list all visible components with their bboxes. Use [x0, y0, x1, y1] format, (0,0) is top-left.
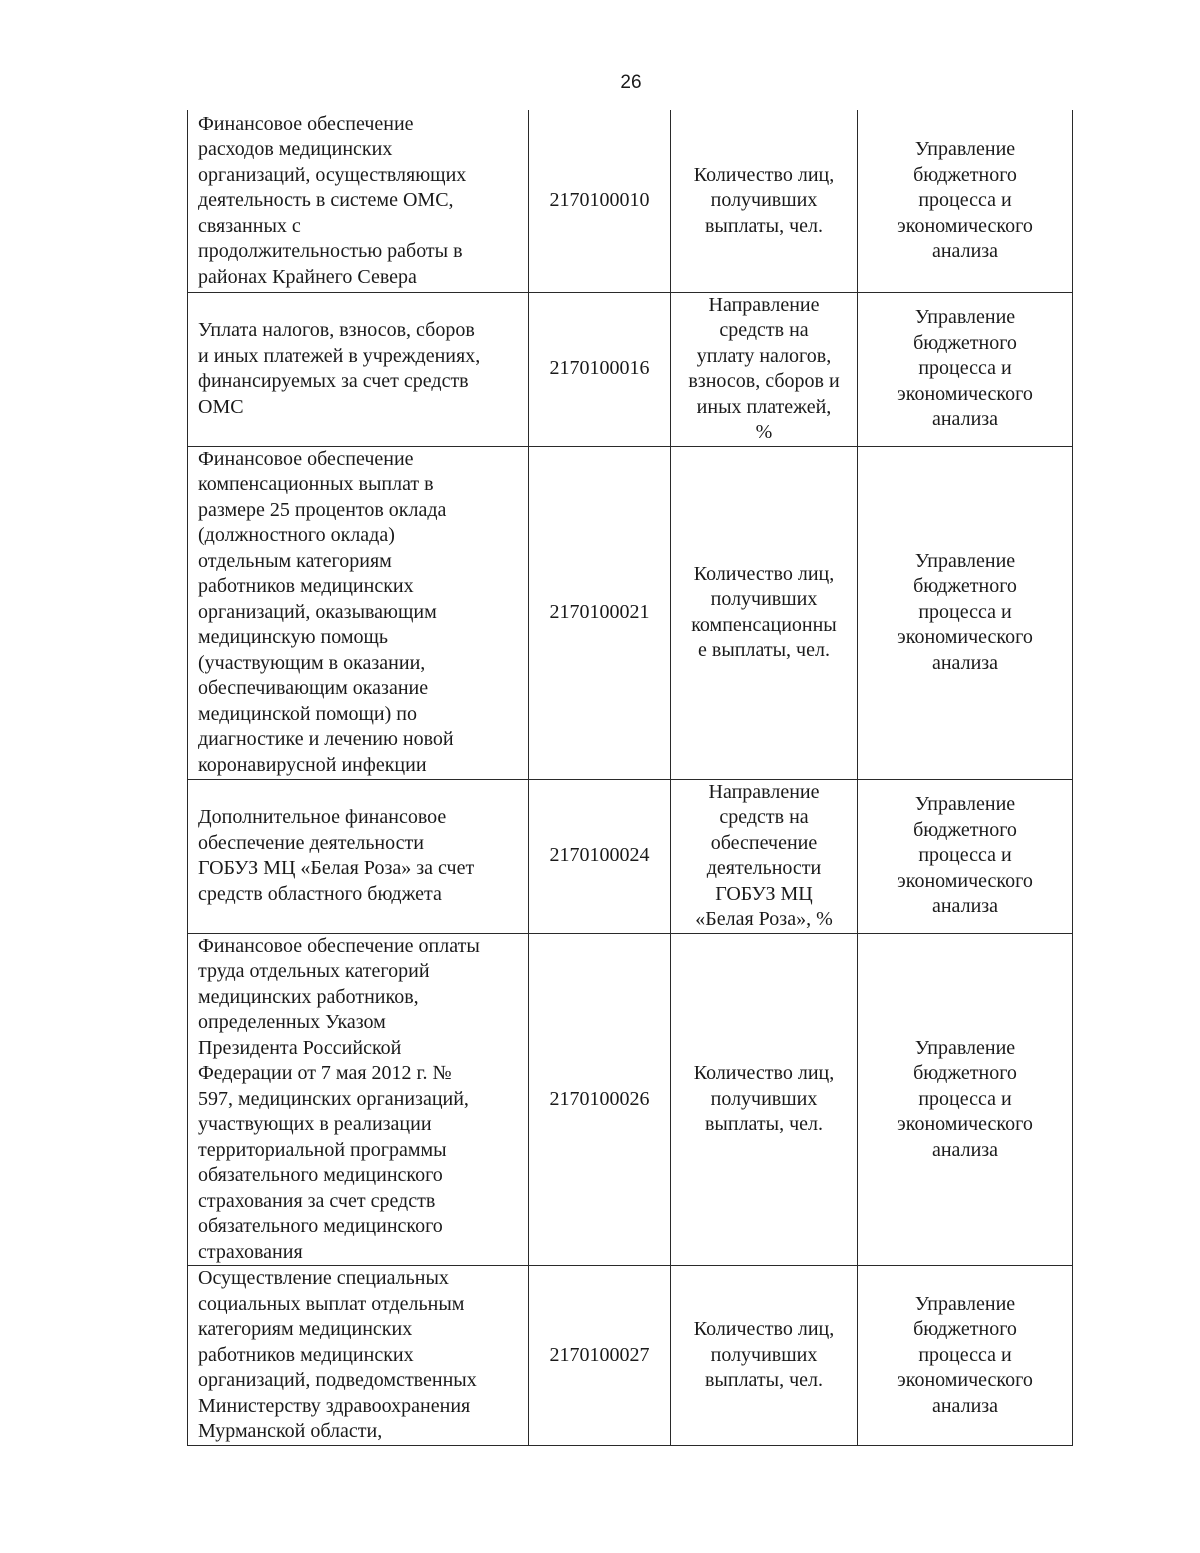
- row-department-cell: [858, 1266, 1073, 1446]
- table-row: [188, 933, 1073, 1266]
- row-code-cell: 2170100026: [529, 933, 671, 1266]
- row-indicator-text: Количество лиц, получивших компенсационны е выплаты, чел.: [691, 562, 837, 661]
- row-name-cell: [188, 110, 529, 292]
- table-row: [188, 1266, 1073, 1446]
- row-indicator-text: Направление средств на обеспечение деятельности ГОБУЗ МЦ «Белая Роза», %: [695, 780, 833, 930]
- row-name-cell: [188, 933, 529, 1266]
- page-number: 26: [620, 72, 642, 93]
- row-indicator-text: Количество лиц, получивших выплаты, чел.: [693, 1062, 835, 1135]
- row-department-cell: [858, 933, 1073, 1266]
- row-name-cell: [188, 779, 529, 933]
- row-name-text: Уплата налогов, взносов, сборов и иных платежей в учреждениях, финансируемых за счет средств ОМС: [198, 319, 481, 418]
- row-name-text: Дополнительное финансовое обеспечение деятельности ГОБУЗ МЦ «Белая Роза» за счет средств областного бюджета: [198, 806, 475, 905]
- row-name-text: Финансовое обеспечение оплаты труда отдельных категорий медицинских работников, определенных Указом Президента Российской Федерации от 7 мая 2012 г. № 597, медицинских организаций, участвующих в реализации территориальной программы обязательного медицинского страхования за счет средств обязательного медицинского страхования: [198, 934, 480, 1263]
- table-row: [188, 110, 1073, 292]
- row-department-text: Управление бюджетного процесса и экономического анализа: [897, 793, 1033, 918]
- table-row: [188, 779, 1073, 933]
- row-department-text: Управление бюджетного процесса и экономического анализа: [897, 1036, 1033, 1161]
- row-indicator-text: Направление средств на уплату налогов, взносов, сборов и иных платежей, %: [688, 293, 840, 443]
- row-indicator-text: Количество лиц, получивших выплаты, чел.: [693, 1318, 835, 1392]
- row-code-cell: 2170100021: [529, 446, 671, 779]
- row-indicator-text: Количество лиц, получивших выплаты, чел.: [693, 163, 835, 237]
- row-department-text: Управление бюджетного процесса и экономического анализа: [897, 549, 1033, 674]
- row-department-text: Управление бюджетного процесса и экономического анализа: [897, 138, 1033, 262]
- row-code-cell: 2170100016: [529, 292, 671, 446]
- row-indicator-cell: [671, 933, 858, 1266]
- document-table: [187, 110, 1073, 1446]
- row-name-cell: [188, 446, 529, 779]
- table-row: [188, 292, 1073, 446]
- row-name-text: Осуществление специальных социальных выплат отдельным категориям медицинских работников медицинских организаций, подведомственных Министерству здравоохранения Мурманской области,: [198, 1267, 477, 1443]
- row-department-cell: [858, 446, 1073, 779]
- row-department-cell: [858, 110, 1073, 292]
- row-indicator-cell: [671, 292, 858, 446]
- row-name-cell: [188, 292, 529, 446]
- row-indicator-cell: [671, 779, 858, 933]
- row-name-text: Финансовое обеспечение расходов медицинских организаций, осуществляющих деятельность в системе ОМС, связанных с продолжительностью работы в районах Крайнего Севера: [198, 112, 467, 288]
- row-indicator-cell: [671, 1266, 858, 1446]
- row-code-cell: 2170100027: [529, 1266, 671, 1446]
- row-department-cell: [858, 292, 1073, 446]
- row-code-cell: 2170100024: [529, 779, 671, 933]
- row-indicator-cell: [671, 110, 858, 292]
- row-indicator-cell: [671, 446, 858, 779]
- row-name-cell: [188, 1266, 529, 1446]
- table-row: [188, 446, 1073, 779]
- row-name-text: Финансовое обеспечение компенсационных выплат в размере 25 процентов оклада (должностного оклада) отдельным категориям работников медицинских организаций, оказывающим медицинскую помощь (участвующим в оказании, обеспечивающим оказание медицинской помощи) по диагностике и лечению новой коронавирусной инфекции: [198, 447, 454, 776]
- row-code-cell: 2170100010: [529, 110, 671, 292]
- row-department-text: Управление бюджетного процесса и экономического анализа: [897, 306, 1033, 431]
- row-department-text: Управление бюджетного процесса и экономического анализа: [897, 1292, 1033, 1417]
- row-department-cell: [858, 779, 1073, 933]
